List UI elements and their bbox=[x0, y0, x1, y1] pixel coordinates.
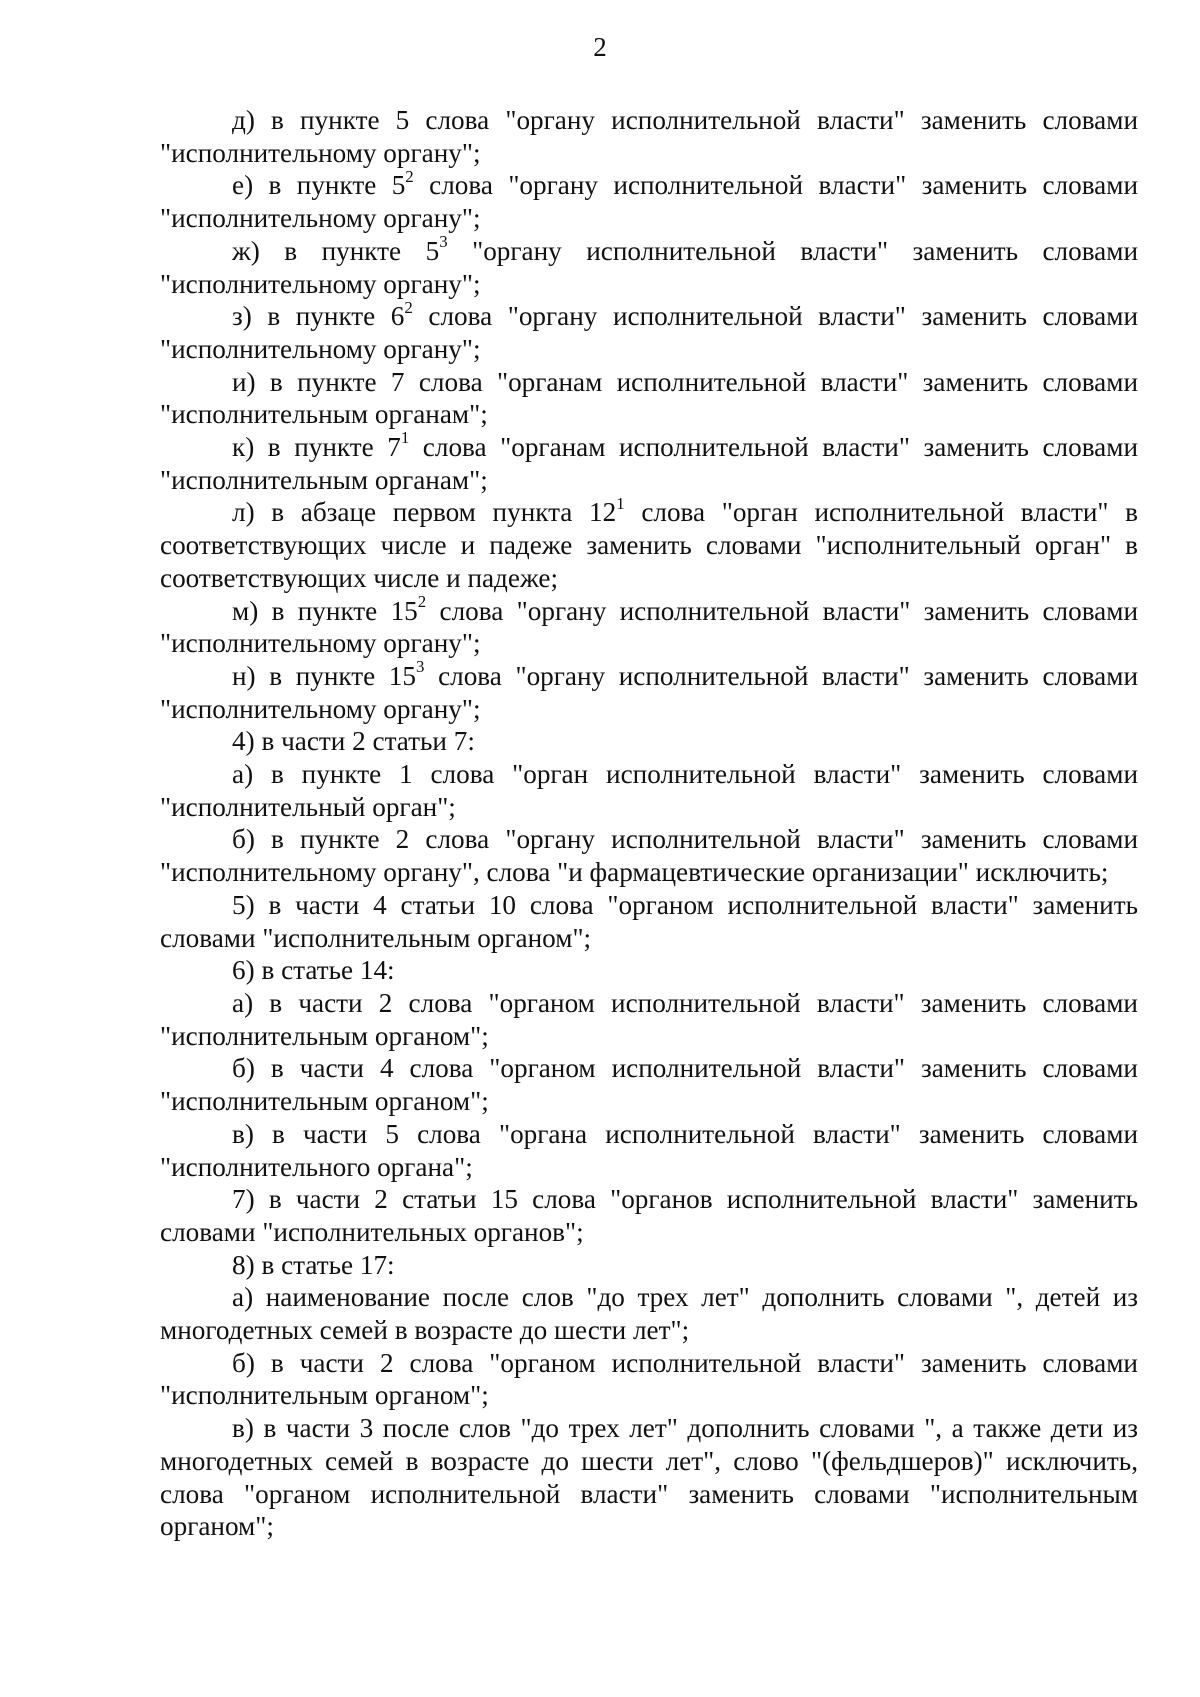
superscript-index: 3 bbox=[439, 232, 448, 252]
paragraph-text: и) в пункте 7 слова "органам исполнительной власти" заменить словами "исполнительным органам"; bbox=[160, 366, 1138, 430]
amendment-paragraph bbox=[160, 232, 1138, 300]
superscript-index: 1 bbox=[616, 493, 625, 513]
paragraph-text: н) в пункте 15 bbox=[232, 660, 416, 691]
paragraph-text: з) в пункте 6 bbox=[232, 301, 405, 332]
amendment-paragraph bbox=[160, 823, 1138, 888]
paragraph-text: 5) в части 4 статьи 10 слова "органом исполнительной власти" заменить словами "исполнительным органом"; bbox=[160, 889, 1138, 953]
paragraph-text: 4) в части 2 статьи 7: bbox=[232, 726, 475, 757]
amendment-paragraph bbox=[160, 591, 1138, 660]
paragraph-text: а) в части 2 слова "органом исполнительной власти" заменить словами "исполнительным органом"; bbox=[160, 987, 1138, 1051]
amendment-paragraph bbox=[160, 297, 1138, 365]
amendment-paragraph bbox=[160, 657, 1138, 725]
amendment-paragraph bbox=[160, 1347, 1138, 1412]
amendment-paragraph bbox=[160, 725, 1138, 758]
superscript-index: 1 bbox=[400, 428, 410, 448]
amendment-paragraph bbox=[160, 889, 1138, 954]
superscript-index: 3 bbox=[416, 657, 425, 677]
amendment-paragraph bbox=[160, 428, 1139, 496]
paragraph-text-continued: слова "орган исполнительной власти" в соответствующих числе и падеже заменить словами "исполнительный орган" в соответствующих числе и падеже; bbox=[160, 497, 1138, 593]
paragraph-text-continued: слова "органу исполнительной власти" заменить словами "исполнительному органу"; bbox=[160, 301, 1138, 364]
amendment-paragraph bbox=[160, 1281, 1138, 1346]
paragraph-text-continued: "органу исполнительной власти" заменить словами "исполнительному органу"; bbox=[160, 235, 1138, 299]
amendment-paragraph bbox=[160, 1052, 1138, 1117]
paragraph-text: 8) в статье 17: bbox=[232, 1249, 395, 1280]
document-body bbox=[160, 104, 1138, 1543]
paragraph-text-continued: слова "органу исполнительной власти" заменить словами "исполнительному органу"; bbox=[160, 595, 1138, 659]
amendment-paragraph bbox=[160, 954, 1138, 987]
paragraph-text: б) в пункте 2 слова "органу исполнительной власти" заменить словами "исполнительному органу", слова "и фармацевтические организации" исключить; bbox=[160, 824, 1138, 888]
amendment-paragraph bbox=[160, 1118, 1138, 1183]
superscript-index: 2 bbox=[404, 297, 413, 317]
paragraph-text-continued: слова "органу исполнительной власти" заменить словами "исполнительному органу"; bbox=[160, 170, 1139, 234]
paragraph-text: в) в части 3 после слов "до трех лет" дополнить словами ", а также дети из многодетных семей в возрасте до шести лет", слово "(фельдшеров)" исключить, слова "органом исполнительной власти" заменить словами "исполнительным органом"; bbox=[160, 1413, 1138, 1542]
superscript-index: 2 bbox=[417, 591, 427, 611]
paragraph-text: а) наименование после слов "до трех лет" дополнить словами ", детей из многодетных семей в возрасте до шести лет"; bbox=[160, 1282, 1138, 1346]
amendment-paragraph bbox=[160, 166, 1139, 234]
paragraph-text: м) в пункте 15 bbox=[232, 595, 418, 626]
paragraph-text: к) в пункте 7 bbox=[232, 432, 401, 463]
amendment-paragraph bbox=[160, 104, 1138, 169]
paragraph-text-continued: слова "органам исполнительной власти" заменить словами "исполнительным органам"; bbox=[160, 432, 1139, 495]
amendment-paragraph bbox=[160, 987, 1138, 1052]
amendment-paragraph bbox=[160, 1183, 1138, 1248]
page-number: 2 bbox=[593, 32, 607, 62]
paragraph-text: в) в части 5 слова "органа исполнительной власти" заменить словами "исполнительного органа"; bbox=[160, 1118, 1138, 1182]
paragraph-text: д) в пункте 5 слова "органу исполнительной власти" заменить словами "исполнительному органу"; bbox=[160, 105, 1138, 168]
paragraph-text: б) в части 2 слова "органом исполнительной власти" заменить словами "исполнительным органом"; bbox=[160, 1347, 1138, 1411]
paragraph-text: б) в части 4 слова "органом исполнительной власти" заменить словами "исполнительным органом"; bbox=[160, 1053, 1138, 1117]
paragraph-text: л) в абзаце первом пункта 12 bbox=[232, 497, 617, 528]
amendment-paragraph bbox=[160, 1412, 1138, 1543]
amendment-paragraph bbox=[160, 758, 1138, 823]
superscript-index: 2 bbox=[405, 166, 414, 186]
paragraph-text: 7) в части 2 статьи 15 слова "органов исполнительной власти" заменить словами "исполнительных органов"; bbox=[160, 1184, 1138, 1247]
amendment-paragraph bbox=[160, 1249, 1138, 1282]
amendment-paragraph bbox=[160, 366, 1138, 431]
paragraph-text: ж) в пункте 5 bbox=[232, 235, 440, 266]
paragraph-text: 6) в статье 14: bbox=[232, 955, 395, 986]
paragraph-text: е) в пункте 5 bbox=[232, 170, 406, 201]
paragraph-text-continued: слова "органу исполнительной власти" заменить словами "исполнительному органу"; bbox=[160, 660, 1138, 724]
amendment-paragraph bbox=[160, 493, 1138, 594]
paragraph-text: а) в пункте 1 слова "орган исполнительной власти" заменить словами "исполнительный орган"; bbox=[160, 759, 1138, 822]
